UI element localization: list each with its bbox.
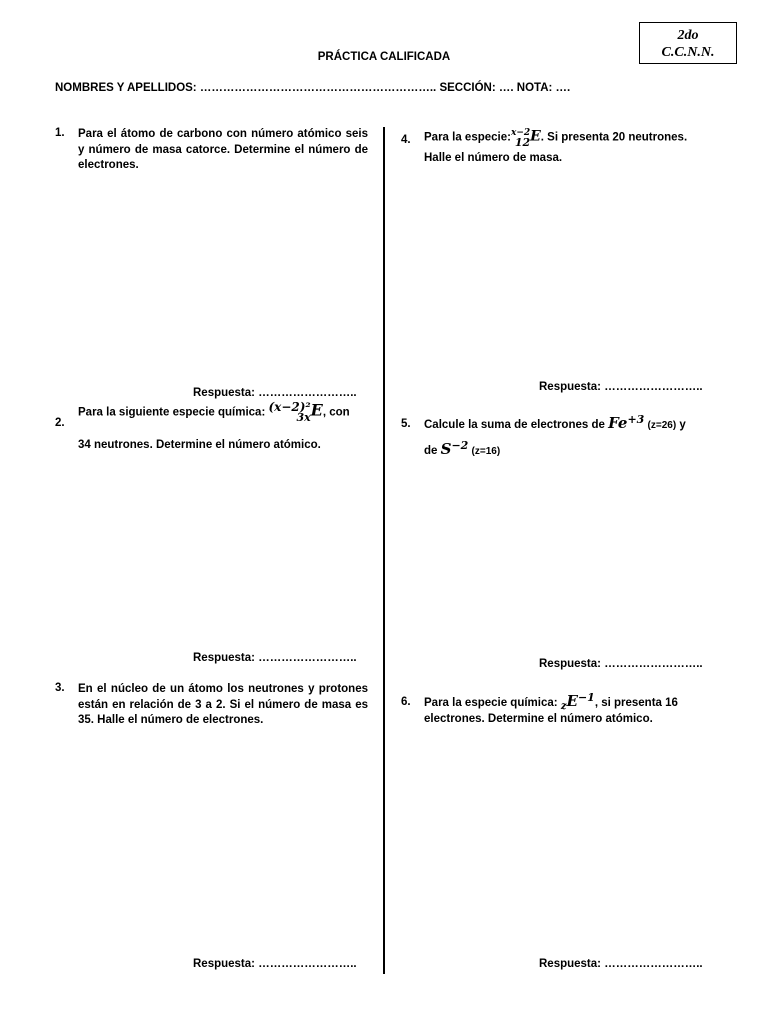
names-field[interactable]: …………………………………………………….. (199, 82, 437, 94)
question-4-nuclide (511, 127, 530, 148)
question-4-symbol: E (530, 128, 541, 145)
answer-dots: …………………….. (604, 958, 703, 970)
grade-label: NOTA: (516, 82, 553, 94)
question-2-symbol: E (310, 400, 323, 420)
question-5-number: 5. (401, 418, 411, 430)
question-2-nuclide (268, 402, 310, 423)
grade-line-1: 2do (677, 28, 699, 43)
question-5-sulfur-symbol: S (440, 439, 452, 458)
section-label: SECCIÓN: (439, 82, 496, 94)
question-2-cont: , con (322, 406, 350, 419)
answer-3[interactable] (193, 958, 357, 970)
question-2-mass-expr: (x−2)² (268, 400, 311, 414)
page-title: PRÁCTICA CALIFICADA (317, 51, 451, 63)
question-5-and: y (679, 418, 686, 431)
question-2-number: 2. (55, 417, 65, 429)
answer-2[interactable] (193, 652, 357, 664)
question-5-iron-z: (z=26) (647, 419, 677, 431)
answer-1[interactable] (193, 387, 357, 399)
question-4-mass-expr: x−2 (510, 128, 531, 138)
question-5-text (424, 412, 724, 433)
question-6-symbol: E (566, 691, 578, 710)
question-6-charge: −1 (577, 691, 595, 704)
grade-line-2: C.C.N.N. (661, 45, 715, 60)
question-5-iron-symbol: Fe (608, 413, 628, 432)
answer-dots: …………………….. (604, 658, 703, 670)
question-3-text: En el núcleo de un átomo los neutrones y protones están en relación de 3 a 2. Si el número de masa es 35. Halle el número de electrones. (78, 683, 368, 726)
answer-dots: …………………….. (604, 381, 703, 393)
answer-label: Respuesta: (539, 958, 601, 970)
question-4-intro: Para la especie: (424, 131, 511, 144)
question-6-intro: Para la especie química: (424, 696, 558, 709)
student-header (55, 82, 570, 94)
question-5-intro: Calcule la suma de electrones de (424, 418, 605, 431)
question-2-atomic-expr: 3x (296, 411, 311, 424)
question-6-text (424, 690, 724, 715)
question-2-intro: Para la siguiente especie química: (78, 406, 266, 419)
answer-5[interactable] (539, 658, 703, 670)
question-2-line-2: 34 neutrones. Determine el número atómico. (78, 439, 321, 451)
grade-field[interactable]: …. (555, 82, 571, 94)
question-6-atomic-number: z (560, 701, 567, 713)
answer-label: Respuesta: (539, 658, 601, 670)
answer-label: Respuesta: (539, 381, 601, 393)
column-divider (383, 127, 385, 974)
answer-6[interactable] (539, 958, 703, 970)
question-4-cont: . Si presenta 20 neutrones. (540, 131, 688, 144)
question-5-sulfur-charge: −2 (451, 439, 469, 452)
question-6-cont: , si presenta 16 (594, 696, 678, 709)
question-2-text (78, 402, 373, 423)
answer-dots: …………………….. (258, 387, 357, 399)
answer-label: Respuesta: (193, 387, 255, 399)
question-4-atomic-number: 12 (514, 136, 531, 149)
question-1-text: Para el átomo de carbono con número atómico seis y número de masa catorce. Determine el número de electrones. (78, 128, 368, 171)
question-5-of: de (424, 444, 438, 457)
question-5-line-2 (424, 438, 724, 459)
question-5-sulfur-z: (z=16) (471, 445, 501, 457)
answer-label: Respuesta: (193, 958, 255, 970)
question-1-number: 1. (55, 127, 65, 139)
answer-4[interactable] (539, 381, 703, 393)
answer-dots: …………………….. (258, 652, 357, 664)
names-label: NOMBRES Y APELLIDOS: (55, 82, 197, 94)
question-5-iron-charge: +3 (627, 413, 645, 426)
question-6-number: 6. (401, 696, 411, 708)
question-6-line-2: electrones. Determine el número atómico. (424, 713, 653, 725)
question-4-line-2: Halle el número de masa. (424, 152, 563, 164)
question-4-number: 4. (401, 134, 411, 146)
section-field[interactable]: …. (498, 82, 514, 94)
answer-label: Respuesta: (193, 652, 255, 664)
question-4-text (424, 127, 724, 148)
answer-dots: …………………….. (258, 958, 357, 970)
question-3-number: 3. (55, 682, 65, 694)
